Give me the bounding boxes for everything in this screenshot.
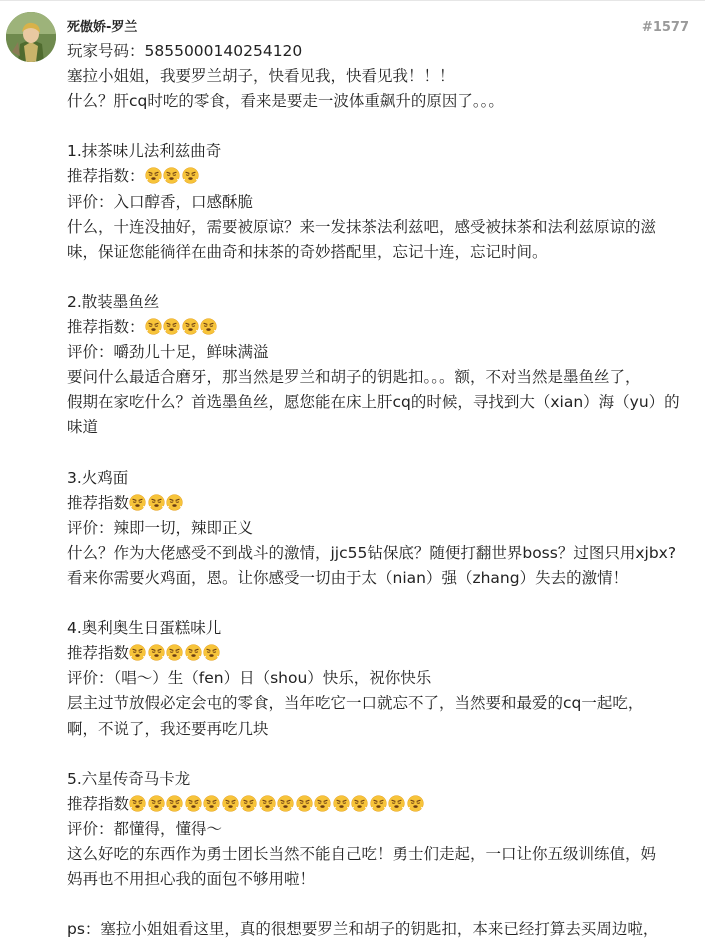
content-line	[67, 190, 697, 215]
post-content	[67, 39, 697, 942]
content-line	[67, 792, 697, 817]
huffing-face-icon	[240, 795, 257, 812]
content-line-text: 什么？肝cq时吃的零食，看来是要走一波体重飙升的原因了。。。	[67, 92, 504, 111]
content-line	[67, 917, 697, 942]
content-line-text: 推荐指数	[67, 794, 130, 813]
content-line-text: 塞拉小姐姐，我要罗兰胡子，快看见我，快看见我！！！	[67, 67, 455, 86]
huffing-face-icon	[182, 318, 199, 335]
content-line	[67, 315, 697, 340]
content-line	[67, 817, 697, 842]
content-line-text: 评价：辣即一切，辣即正义	[67, 518, 254, 537]
content-line-text: 推荐指数：	[67, 318, 145, 337]
huffing-face-icon	[163, 167, 180, 184]
huffing-face-icon	[388, 795, 405, 812]
huffing-face-icon	[166, 795, 183, 812]
huffing-face-icon	[145, 318, 162, 335]
content-line	[67, 767, 697, 792]
content-line-text: 假期在家吃什么？首选墨鱼丝，愿您能在床上肝cq的时候，寻找到大（xian）海（yu）的	[67, 393, 680, 412]
content-line	[67, 616, 697, 641]
huffing-face-icon	[129, 795, 146, 812]
content-line	[67, 215, 697, 240]
content-line	[67, 466, 697, 491]
content-line-text: 什么，十连没抽好，需要被原谅？来一发抹茶法利兹吧，感受被抹茶和法利兹原谅的滋	[67, 217, 657, 236]
content-line-text: 味道	[67, 418, 99, 437]
huffing-face-icon	[129, 494, 146, 511]
content-line-text: 什么？作为大佬感受不到战斗的激情，jjc55钻保底？随便打翻世界boss？过图只用xjbx?	[67, 543, 677, 562]
blank-line	[67, 591, 697, 616]
huffing-face-icon	[277, 795, 294, 812]
content-line-text: 啊，不说了，我还要再吃几块	[67, 719, 269, 738]
content-line-text: 推荐指数	[67, 644, 130, 663]
huffing-face-icon	[166, 644, 183, 661]
content-line-text: 5.六星传奇马卡龙	[67, 769, 191, 788]
floor-number: #1577	[641, 20, 689, 35]
content-line-text: 玩家号码：5855000140254120	[67, 42, 303, 60]
blank-line	[67, 742, 697, 767]
huffing-face-icon	[314, 795, 331, 812]
content-line-text: 看来你需要火鸡面，恩。让你感受一切由于太（nian）强（zhang）失去的激情！	[67, 568, 629, 587]
huffing-face-icon	[222, 795, 239, 812]
huffing-face-icon	[351, 795, 368, 812]
huffing-face-icon	[200, 318, 217, 335]
huffing-face-icon	[370, 795, 387, 812]
content-line	[67, 290, 697, 315]
content-line	[67, 867, 697, 892]
huffing-face-icon	[148, 795, 165, 812]
avatar[interactable]	[6, 12, 56, 62]
content-line-text: 要问什么最适合磨牙，那当然是罗兰和胡子的钥匙扣。。。额，不对当然是墨鱼丝了，	[67, 368, 641, 387]
content-line	[67, 39, 697, 64]
content-line-text: 2.散装墨鱼丝	[67, 292, 160, 311]
content-line	[67, 89, 697, 114]
content-line-text: 层主过节放假必定会屯的零食，当年吃它一口就忘不了，当然要和最爱的cq一起吃，	[67, 694, 644, 713]
huffing-face-icon	[148, 644, 165, 661]
divider	[0, 0, 705, 1]
content-line-text: 推荐指数	[67, 493, 130, 512]
huffing-face-icon	[166, 494, 183, 511]
content-line	[67, 139, 697, 164]
content-line	[67, 566, 697, 591]
content-line	[67, 641, 697, 666]
content-line-text: 妈再也不用担心我的面包不够用啦！	[67, 870, 316, 889]
content-line	[67, 717, 697, 742]
huffing-face-icon	[145, 167, 162, 184]
huffing-face-icon	[296, 795, 313, 812]
content-line-text: 评价：入口醇香，口感酥脆	[67, 192, 254, 211]
blank-line	[67, 441, 697, 466]
content-line-text: 评价：（唱～）生（fen）日（shou）快乐，祝你快乐	[67, 669, 432, 688]
content-line	[67, 666, 697, 691]
content-line	[67, 842, 697, 867]
blank-line	[67, 265, 697, 290]
content-line	[67, 415, 697, 440]
content-line	[67, 340, 697, 365]
avatar-image	[6, 12, 56, 62]
content-line-text: ps：塞拉小姐姐看这里，真的很想要罗兰和胡子的钥匙扣，本来已经打算去买周边啦，	[67, 920, 659, 939]
rating-emojis	[145, 167, 201, 192]
content-line	[67, 240, 697, 265]
content-line	[67, 516, 697, 541]
content-line-text: 推荐指数：	[67, 167, 145, 186]
content-line-text: 1.抹茶味儿法利兹曲奇	[67, 142, 222, 161]
content-line	[67, 491, 697, 516]
content-line	[67, 691, 697, 716]
content-line-text: 这么好吃的东西作为勇士团长当然不能自己吃！勇士们走起，一口让你五级训练值，妈	[67, 845, 657, 863]
username[interactable]: 死傲娇-罗兰	[67, 20, 138, 35]
content-line-text: 4.奥利奥生日蛋糕味儿	[67, 619, 222, 638]
content-line	[67, 365, 697, 390]
blank-line	[67, 892, 697, 917]
content-line-text: 评价：都懂得，懂得～	[67, 819, 223, 838]
huffing-face-icon	[407, 795, 424, 812]
huffing-face-icon	[163, 318, 180, 335]
huffing-face-icon	[259, 795, 276, 812]
huffing-face-icon	[203, 795, 220, 812]
huffing-face-icon	[148, 494, 165, 511]
content-line	[67, 390, 697, 415]
content-line-text: 3.火鸡面	[67, 468, 129, 487]
huffing-face-icon	[129, 644, 146, 661]
content-line-text: 味，保证您能徜徉在曲奇和抹茶的奇妙搭配里，忘记十连，忘记时间。	[67, 242, 548, 261]
huffing-face-icon	[203, 644, 220, 661]
blank-line	[67, 114, 697, 139]
huffing-face-icon	[333, 795, 350, 812]
huffing-face-icon	[185, 795, 202, 812]
content-line-text: 评价：嚼劲儿十足，鲜味满溢	[67, 343, 269, 362]
huffing-face-icon	[182, 167, 199, 184]
content-line	[67, 64, 697, 89]
huffing-face-icon	[185, 644, 202, 661]
content-line	[67, 164, 697, 189]
content-line	[67, 541, 697, 566]
